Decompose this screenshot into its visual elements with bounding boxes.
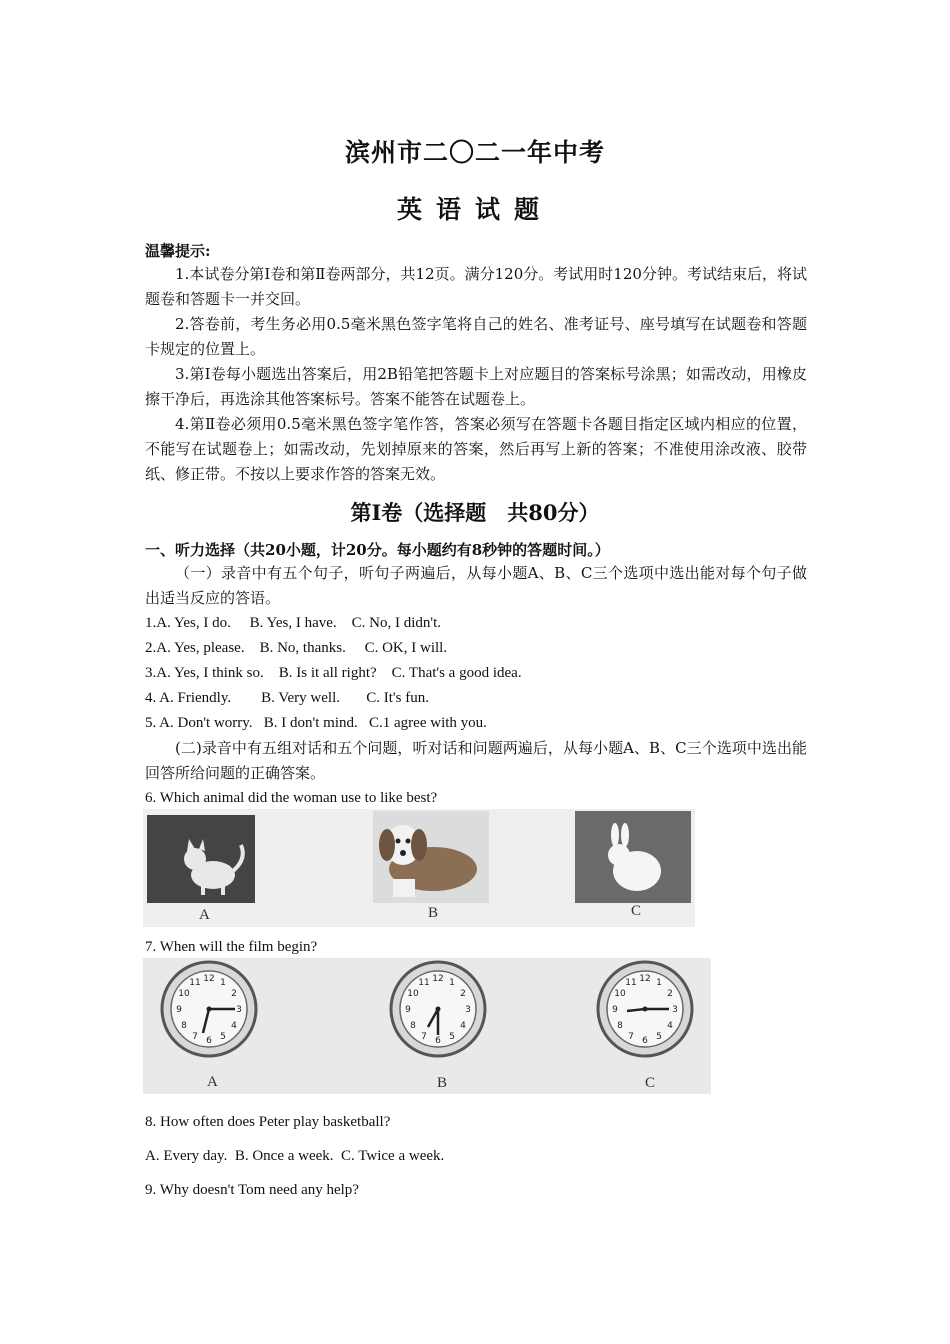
svg-text:8: 8 [181, 1021, 187, 1031]
q6-label-b: B [428, 905, 439, 921]
q6-label-c: C [631, 903, 642, 919]
listening-heading: 一、听力选择（共20小题，计20分。每小题约有8秒钟的答题时间。） [145, 541, 610, 559]
svg-text:3: 3 [465, 1005, 471, 1015]
clocks-svg [143, 958, 711, 1094]
svg-text:7: 7 [628, 1032, 634, 1042]
sub2-instruction: (二)录音中有五组对话和五个问题，听对话和问题两遍后，从每小题A、B、C三个选项中选出能回答所给问题的正确答案。 [145, 739, 807, 782]
svg-text:9: 9 [612, 1005, 618, 1015]
q7-label-a: A [207, 1074, 218, 1090]
section-title: 第Ⅰ卷（选择题 共80分） [350, 500, 600, 525]
svg-text:7: 7 [421, 1032, 427, 1042]
sub1-instruction: （一）录音中有五个句子，听句子两遍后，从每小题A、B、C三个选项中选出能对每个句子做出适当反应的答语。 [145, 564, 807, 607]
svg-text:4: 4 [460, 1021, 466, 1031]
svg-text:11: 11 [625, 978, 637, 988]
clock-a [162, 962, 256, 1056]
animal-photos-svg [143, 809, 695, 927]
question-1: 1.A. Yes, I do. B. Yes, I have. C. No, I didn't. [145, 615, 442, 631]
svg-text:12: 12 [639, 974, 651, 984]
svg-text:10: 10 [178, 989, 190, 999]
svg-text:5: 5 [220, 1032, 226, 1042]
question-5: 5. A. Don't worry. B. I don't mind. C.1 agree with you. [145, 715, 487, 731]
tip-3: 3.第Ⅰ卷每小题选出答案后，用2B铅笔把答题卡上对应题目的答案标号涂黑；如需改动，用橡皮擦干净后，再选涂其他答案标号。答案不能答在试题卷上。 [145, 365, 807, 408]
svg-text:3: 3 [672, 1005, 678, 1015]
svg-text:3: 3 [236, 1005, 242, 1015]
svg-text:4: 4 [667, 1021, 673, 1031]
clock-images [143, 958, 711, 1094]
question-3: 3.A. Yes, I think so. B. Is it all right? C. That's a good idea. [145, 665, 522, 681]
svg-text:6: 6 [435, 1036, 441, 1046]
svg-text:6: 6 [642, 1036, 648, 1046]
question-8: 8. How often does Peter play basketball? [145, 1114, 391, 1130]
svg-text:11: 11 [418, 978, 430, 988]
svg-text:11: 11 [189, 978, 201, 988]
exam-title: 滨州市二〇二一年中考 [344, 138, 605, 167]
question-4: 4. A. Friendly. B. Very well. C. It's fun. [145, 690, 429, 706]
tip-4: 4.第Ⅱ卷必须用0.5毫米黑色签字笔作答，答案必须写在答题卡各题目指定区域内相应的位置，不能写在试题卷上；如需改动，先划掉原来的答案，然后再写上新的答案；不准使用涂改液、胶带纸、修正带。不按以上要求作答的答案无效。 [145, 415, 807, 483]
tip-2: 2.答卷前，考生务必用0.5毫米黑色签字笔将自己的姓名、准考证号、座号填写在试题卷和答题卡规定的位置上。 [145, 315, 807, 358]
svg-text:7: 7 [192, 1032, 198, 1042]
svg-text:10: 10 [614, 989, 626, 999]
q6-label-a: A [199, 907, 210, 923]
svg-text:2: 2 [460, 989, 466, 999]
clock-b [391, 962, 485, 1056]
question-9: 9. Why doesn't Tom need any help? [145, 1182, 359, 1198]
svg-text:9: 9 [176, 1005, 182, 1015]
animal-photos [143, 809, 695, 927]
svg-text:12: 12 [432, 974, 444, 984]
question-2: 2.A. Yes, please. B. No, thanks. C. OK, I will. [145, 640, 448, 656]
svg-text:5: 5 [449, 1032, 455, 1042]
svg-text:1: 1 [220, 978, 226, 988]
tip-1: 1.本试卷分第Ⅰ卷和第Ⅱ卷两部分，共12页。满分120分。考试用时120分钟。考试结束后，将试题卷和答题卡一并交回。 [145, 265, 807, 308]
clock-c [598, 962, 692, 1056]
svg-text:8: 8 [617, 1021, 623, 1031]
question-8-options: A. Every day. B. Once a week. C. Twice a week. [145, 1148, 445, 1164]
tips-heading: 温馨提示: [145, 242, 211, 260]
svg-text:2: 2 [231, 989, 237, 999]
svg-text:4: 4 [231, 1021, 237, 1031]
svg-text:5: 5 [656, 1032, 662, 1042]
exam-subtitle: 英语试题 [396, 195, 553, 224]
svg-text:9: 9 [405, 1005, 411, 1015]
svg-text:1: 1 [656, 978, 662, 988]
q7-label-c: C [645, 1075, 656, 1091]
svg-text:12: 12 [203, 974, 215, 984]
svg-text:8: 8 [410, 1021, 416, 1031]
question-7: 7. When will the film begin? [145, 939, 318, 955]
svg-text:2: 2 [667, 989, 673, 999]
svg-text:10: 10 [407, 989, 419, 999]
svg-text:1: 1 [449, 978, 455, 988]
svg-text:6: 6 [206, 1036, 212, 1046]
q7-label-b: B [437, 1075, 448, 1091]
question-6: 6. Which animal did the woman use to like best? [145, 790, 438, 806]
